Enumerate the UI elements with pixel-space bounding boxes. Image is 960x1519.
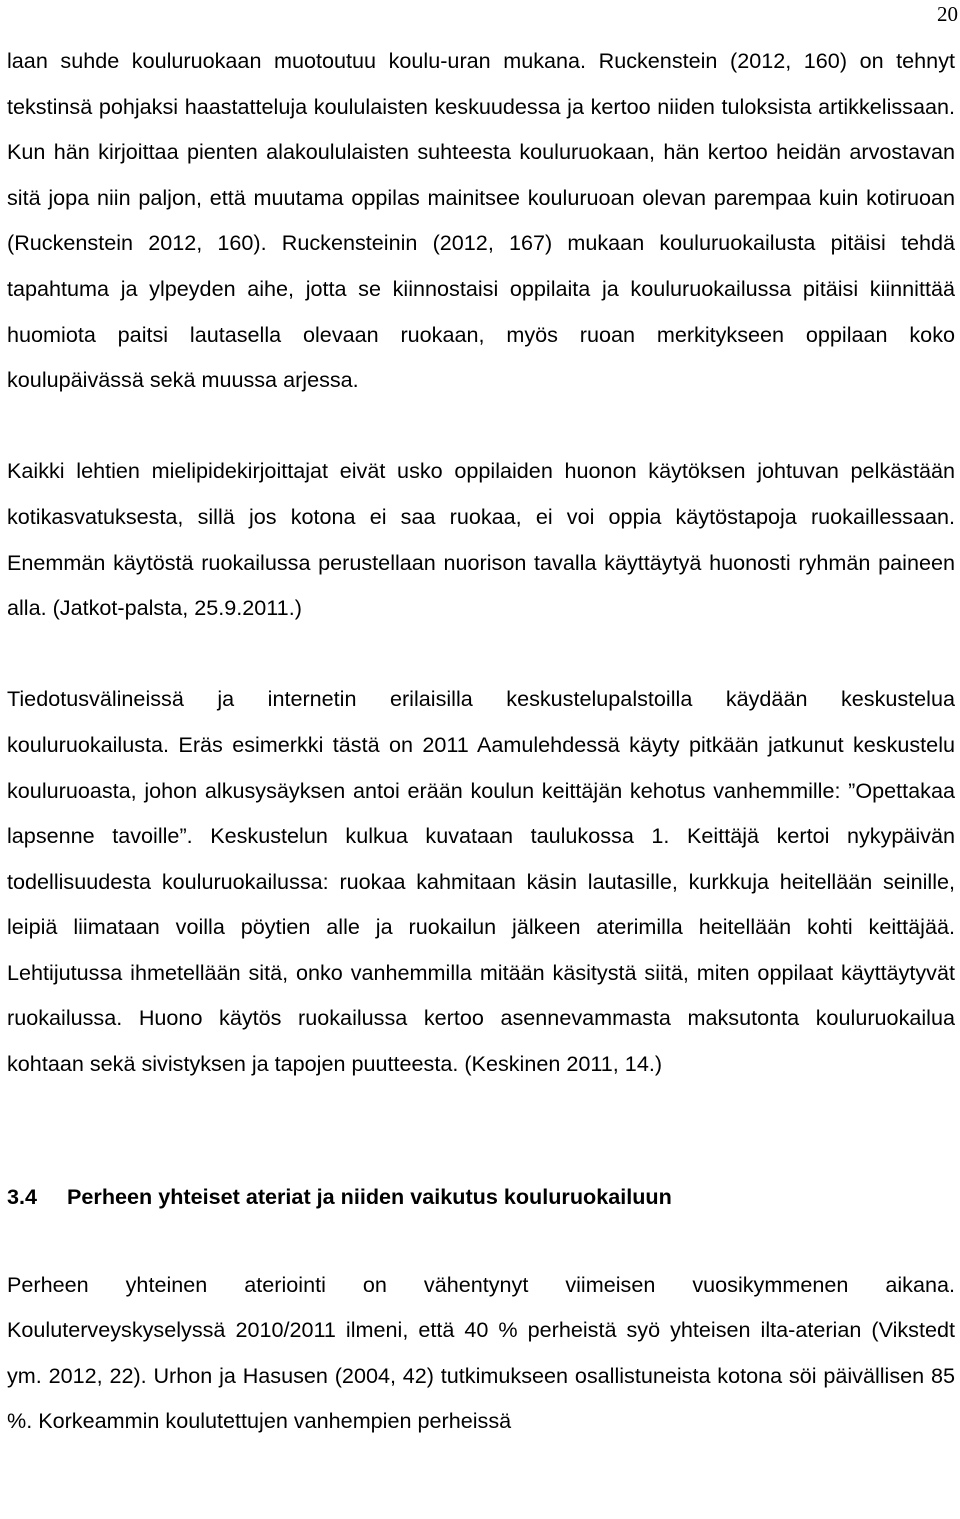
page-number: 20	[937, 2, 958, 26]
document-body	[7, 38, 955, 1444]
paragraph-media-discussion: Tiedotusvälineissä ja internetin erilaisilla keskustelupalstoilla käydään keskustelua kouluruokailusta. Eräs esimerkki tästä on 2011 Aamulehdessä käyty pitkään jatkunut keskustelu kouluruoasta, johon alkusysäyksen antoi erään koulun keittäjän kehotus vanhemmille: ”Opettakaa lapsenne tavoille”. Keskustelun kulkua kuvataan taulukossa 1. Keittäjä kertoi nykypäivän todellisuudesta kouluruokailussa: ruokaa kahmitaan käsin lautasille, kurkkuja heitellään seinille, leipiä liimataan voilla pöytien alle ja ruokailun jälkeen aterimilla heitellään kohti keittäjää. Lehtijutussa ihmetellään sitä, onko vanhemmilla mitään käsitystä siitä, miten oppilaat käyttäytyvät ruokailussa. Huono käytös ruokailussa kertoo asennevammasta maksutonta kouluruokailua kohtaan sekä sivistyksen ja tapojen puutteesta. (Keskinen 2011, 14.)	[7, 686, 955, 1077]
section-title: Perheen yhteiset ateriat ja niiden vaikutus kouluruokailuun	[67, 1183, 672, 1209]
paragraph-family-meals: Perheen yhteinen ateriointi on vähentynyt viimeisen vuosikymmenen aikana. Kouluterveyskyselyssä 2010/2011 ilmeni, että 40 % perheistä syö yhteisen ilta-aterian (Vikstedt ym. 2012, 22). Urhon ja Hasusen (2004, 42) tutkimukseen osallistuneista kotona söi päivällisen 85 %. Korkeammin koulutettujen vanhempien perheissä	[7, 1271, 955, 1434]
section-heading	[7, 1177, 955, 1217]
section-number: 3.4	[7, 1183, 38, 1209]
paragraph-opinion-writers: Kaikki lehtien mielipidekirjoittajat eivät usko oppilaiden huonon käytöksen johtuvan pelkästään kotikasvatuksesta, sillä jos kotona ei saa ruokaa, ei voi oppia käytöstapoja ruokaillessaan. Enemmän käytöstä ruokailussa perustellaan nuorison tavalla käyttäytyä huonosti ryhmän paineen alla. (Jatkot-palsta, 25.9.2011.)	[7, 458, 955, 621]
paragraph-ruckenstein: laan suhde kouluruokaan muotoutuu koulu-uran mukana. Ruckenstein (2012, 160) on tehnyt tekstinsä pohjaksi haastatteluja koululaisten keskuudessa ja kertoo niiden tuloksista artikkelissaan. Kun hän kirjoittaa pienten alakoululaisten suhteesta kouluruokaan, hän kertoo heidän arvostavan sitä jopa niin paljon, että muutama oppilas mainitsee kouluruoan olevan parempaa kuin kotiruoan (Ruckenstein 2012, 160). Ruckensteinin (2012, 167) mukaan kouluruokailusta pitäisi tehdä tapahtuma ja ylpeyden aihe, jotta se kiinnostaisi oppilaita ja kouluruokailussa pitäisi kiinnittää huomiota paitsi lautasella olevaan ruokaan, myös ruoan merkitykseen oppilaan koko koulupäivässä sekä muussa arjessa.	[7, 48, 955, 393]
